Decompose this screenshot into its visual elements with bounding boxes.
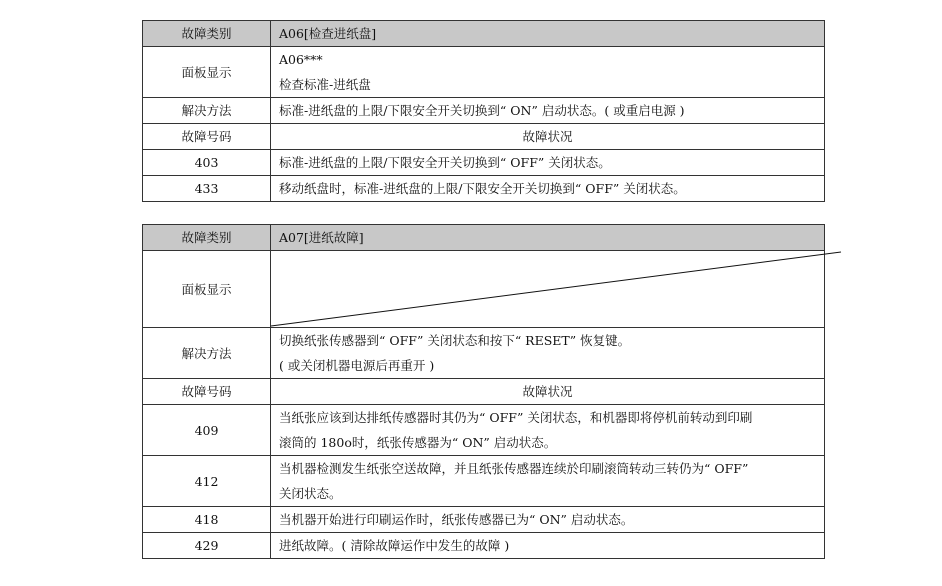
fault-code: 403 xyxy=(143,150,271,176)
category-label: 故障类别 xyxy=(143,21,271,47)
category-value: A06[检查进纸盘] xyxy=(271,21,825,47)
fault-code: 412 xyxy=(143,456,271,507)
fault-description xyxy=(271,456,825,507)
category-value: A07[进纸故障] xyxy=(271,225,825,251)
description-line: 当纸张应该到达排纸传感器时其仍为“ OFF” 关闭状态，和机器即将停机前转动到印刷 xyxy=(279,410,753,425)
fault-table-a06 xyxy=(142,20,825,202)
status-column-header: 故障状况 xyxy=(271,379,825,405)
fault-code: 409 xyxy=(143,405,271,456)
fault-description: 进纸故障。( 清除故障运作中发生的故障 ) xyxy=(271,533,825,559)
solution-text: 标准-进纸盘的上限/下限安全开关切换到“ ON” 启动状态。( 或重启电源 ) xyxy=(271,98,825,124)
fault-table-a07 xyxy=(142,224,825,559)
fault-description xyxy=(271,405,825,456)
solution-line: 切换纸张传感器到“ OFF” 关闭状态和按下“ RESET” 恢复键。 xyxy=(279,333,631,348)
column-header-row xyxy=(143,379,825,405)
status-column-header: 故障状况 xyxy=(271,124,825,150)
panel-line: 检查标准-进纸盘 xyxy=(279,77,371,92)
category-label: 故障类别 xyxy=(143,225,271,251)
solution-row xyxy=(143,98,825,124)
description-line: 关闭状态。 xyxy=(279,486,342,501)
panel-label: 面板显示 xyxy=(143,251,271,328)
table-row xyxy=(143,405,825,456)
fault-description: 当机器开始进行印刷运作时，纸张传感器已为“ ON” 启动状态。 xyxy=(271,507,825,533)
solution-line: ( 或关闭机器电源后再重开 ) xyxy=(279,358,435,373)
table-row xyxy=(143,507,825,533)
code-column-header: 故障号码 xyxy=(143,379,271,405)
table-header-row xyxy=(143,225,825,251)
table-header-row xyxy=(143,21,825,47)
table-row xyxy=(143,176,825,202)
table-row xyxy=(143,533,825,559)
solution-row xyxy=(143,328,825,379)
code-column-header: 故障号码 xyxy=(143,124,271,150)
panel-row xyxy=(143,251,825,328)
table-row xyxy=(143,150,825,176)
panel-content-empty xyxy=(271,251,825,328)
column-header-row xyxy=(143,124,825,150)
fault-code: 433 xyxy=(143,176,271,202)
panel-content xyxy=(271,47,825,98)
fault-description: 标准-进纸盘的上限/下限安全开关切换到“ OFF” 关闭状态。 xyxy=(271,150,825,176)
fault-description: 移动纸盘时，标准-进纸盘的上限/下限安全开关切换到“ OFF” 关闭状态。 xyxy=(271,176,825,202)
solution-text xyxy=(271,328,825,379)
fault-code: 429 xyxy=(143,533,271,559)
fault-code: 418 xyxy=(143,507,271,533)
description-line: 当机器检测发生纸张空送故障，并且纸张传感器连续於印刷滚筒转动三转仍为“ OFF” xyxy=(279,461,749,476)
panel-line: A06*** xyxy=(279,52,323,67)
empty-cell-slash xyxy=(271,251,826,328)
panel-row xyxy=(143,47,825,98)
solution-label: 解决方法 xyxy=(143,328,271,379)
panel-label: 面板显示 xyxy=(143,47,271,98)
solution-label: 解决方法 xyxy=(143,98,271,124)
table-row xyxy=(143,456,825,507)
description-line: 滚筒的 180o时，纸张传感器为“ ON” 启动状态。 xyxy=(279,435,557,450)
